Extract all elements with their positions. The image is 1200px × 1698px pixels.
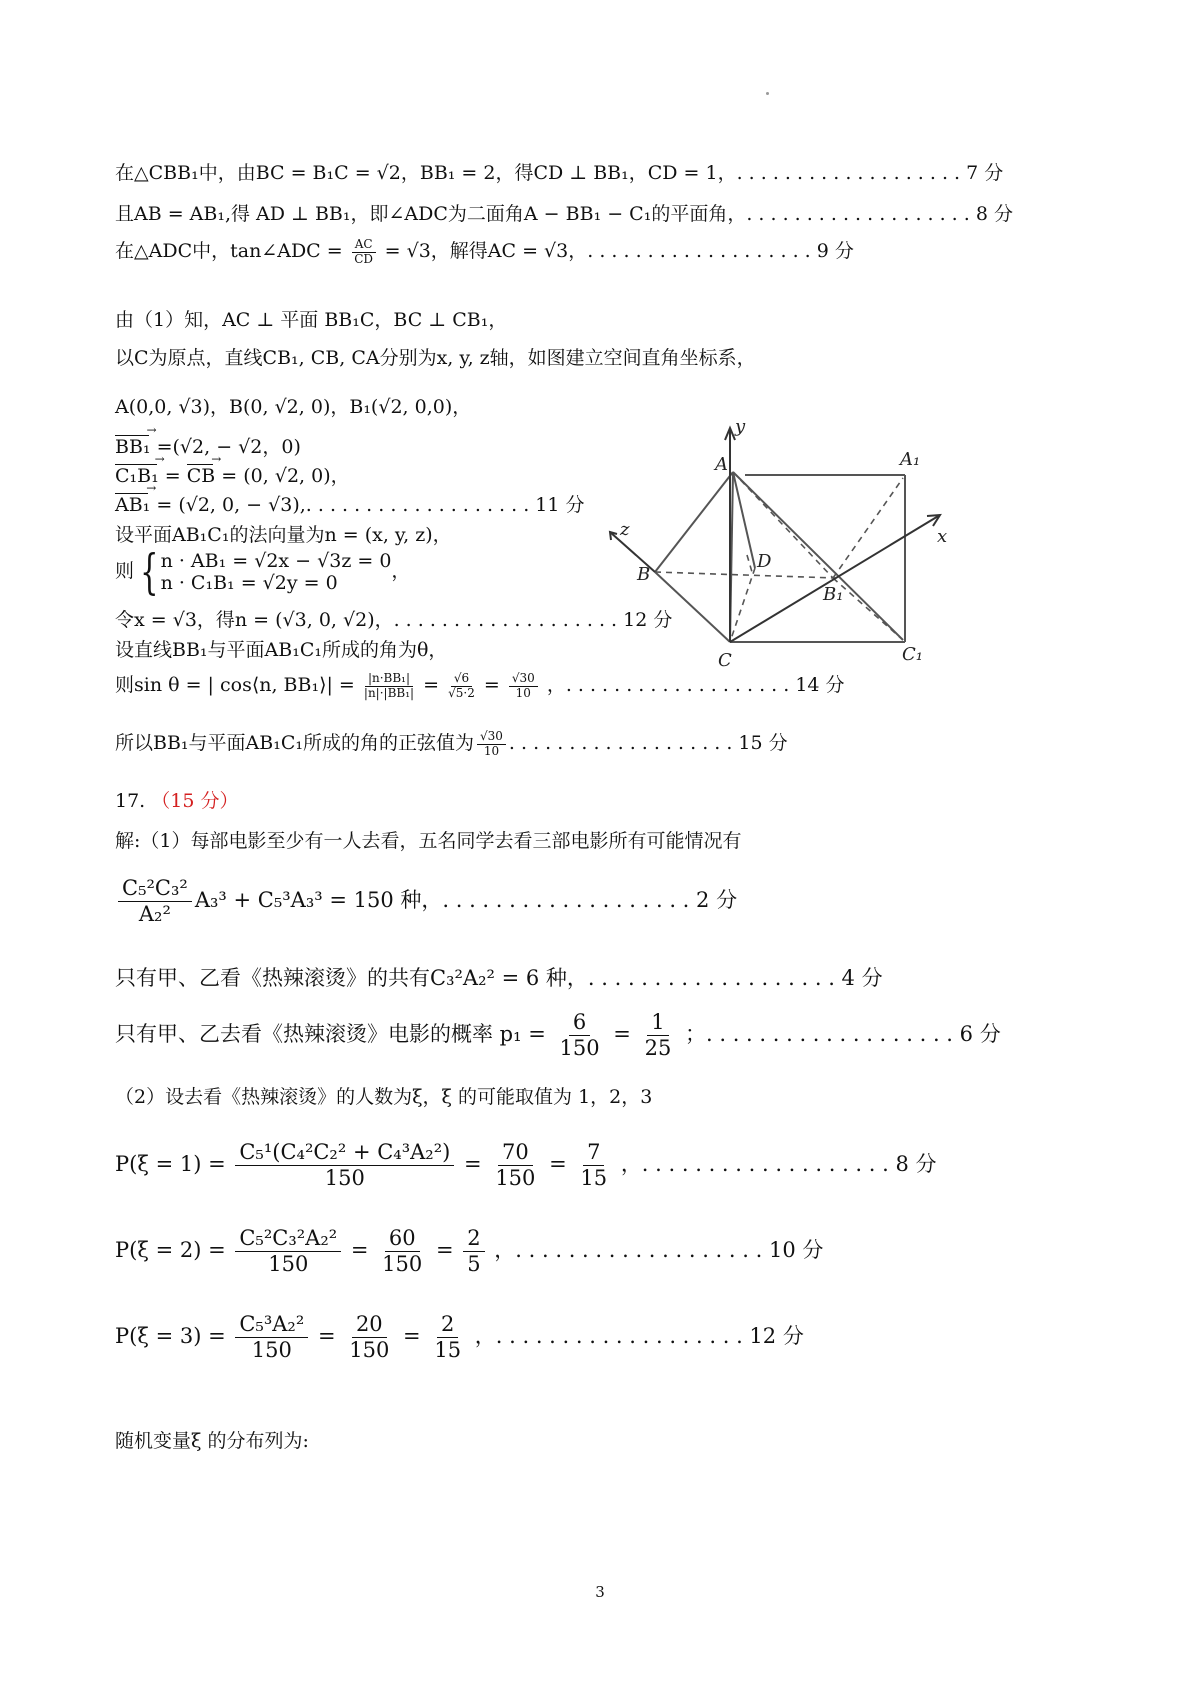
label-c1: C₁ — [902, 644, 923, 665]
solution-line-2-end: A₃³ + C₅³A₃³ = 150 种，. . . . . . . . . . . . . . . . . . . 2 分 — [194, 888, 738, 913]
line-3-start: 在△ADC中，tan∠ADC = — [115, 240, 343, 262]
solution-line-5: （2）设去看《热辣滚烫》的人数为ξ，ξ 的可能取值为 1，2，3 — [115, 1086, 653, 1108]
fraction-sin-1: $\frac{\text{|n·BB₁|}}{\text{|n|·|BB₁|}}$ — [363, 671, 415, 700]
label-a1: A₁ — [900, 449, 921, 470]
fraction-xi2-c: $\frac{2}{5}$ — [463, 1226, 484, 1277]
probability-xi-2-label: P(ξ = 2) = — [115, 1238, 226, 1263]
vector-cb: CB → — [187, 465, 216, 487]
probability-xi-2-end: ，. . . . . . . . . . . . . . . . . . . 10 分 — [494, 1238, 824, 1263]
top-dot — [766, 92, 769, 95]
line-14-start: 则sin θ = | cos⟨n, BB₁⟩| = — [115, 674, 355, 696]
fraction-xi3-a: $\frac{\text{C₅³A₂²}}{150}$ — [235, 1312, 308, 1363]
solution-line-4-start: 只有甲、乙去看《热辣滚烫》电影的概率 p₁ = — [115, 1022, 546, 1047]
distribution-heading: 随机变量ξ 的分布列为: — [115, 1430, 309, 1452]
line-6: A(0,0, √3)，B(0, √2, 0)，B₁(√2, 0,0)， — [115, 396, 472, 418]
system-row-2: n · C₁B₁ = √2y = 0 — [160, 572, 338, 594]
fraction-sin-3: $\frac{√30}{10}$ — [509, 672, 538, 699]
equals-sign: = — [549, 1152, 567, 1177]
dashed-b-b1 — [655, 572, 835, 578]
fraction-count: $\frac{\text{C₅²C₃²}}{\text{A₂²}}$ — [118, 876, 192, 927]
line-15-end: . . . . . . . . . . . . . . . . . . . 15 分 — [508, 732, 788, 754]
line-11-system — [115, 544, 411, 600]
vector-c1b1: C₁B₁ → — [115, 465, 159, 487]
line-11-prefix: 则 — [115, 560, 135, 582]
line-11-suffix: ， — [391, 560, 411, 582]
dashed-b1-c1 — [833, 578, 903, 640]
line-9-value: = (√2, 0, − √3),. . . . . . . . . . . . . . . . . . . 11 分 — [156, 494, 585, 516]
probability-xi-3 — [115, 1312, 804, 1363]
fraction-xi3-c: $\frac{2}{15}$ — [434, 1312, 462, 1363]
fraction-xi2-b: $\frac{60}{150}$ — [382, 1226, 423, 1277]
question-number: 17. — [115, 790, 146, 812]
x-axis-arrow — [927, 515, 940, 526]
brace-symbol: { — [140, 544, 159, 600]
solution-line-4-end: ；. . . . . . . . . . . . . . . . . . . 6 分 — [685, 1022, 1001, 1047]
fraction-sin-2: $\frac{√6}{√5\cdot 2}$ — [448, 671, 475, 700]
line-15-start: 所以BB₁与平面AB₁C₁所成的角的正弦值为 — [115, 732, 474, 754]
label-c: C — [718, 650, 732, 671]
fraction-xi2-a: $\frac{\text{C₅²C₃²A₂²}}{150}$ — [235, 1226, 341, 1277]
x-axis — [730, 515, 940, 642]
equals-sign: = — [423, 674, 440, 696]
line-4: 由（1）知，AC ⊥ 平面 BB₁C，BC ⊥ CB₁， — [115, 309, 508, 331]
question-17-header — [115, 786, 238, 813]
equals-sign: = — [483, 674, 500, 696]
solution-line-2 — [115, 876, 737, 927]
label-b: B — [637, 564, 651, 585]
fraction-xi1-b: $\frac{70}{150}$ — [495, 1140, 536, 1191]
dashed-d-c — [730, 568, 755, 642]
fraction-1-25: $\frac{1}{25}$ — [644, 1010, 672, 1061]
dashed-b1-a1 — [833, 478, 903, 578]
line-1: 在△CBB₁中，由BC = B₁C = √2，BB₁ = 2，得CD ⊥ BB₁，CD = 1，. . . . . . . . . . . . . . . . . . . 7 分 — [115, 162, 1004, 184]
line-15 — [115, 728, 788, 758]
line-10: 设平面AB₁C₁的法向量为n = (x, y, z)， — [115, 524, 452, 546]
line-13: 设直线BB₁与平面AB₁C₁所成的角为θ， — [115, 639, 448, 661]
line-9 — [115, 490, 585, 517]
label-x: x — [937, 526, 948, 547]
fraction-xi3-b: $\frac{20}{150}$ — [349, 1312, 390, 1363]
fraction-xi1-a: $\frac{\text{C₅¹(C₄²C₂² + C₄³A₂²)}}{150}$ — [235, 1140, 454, 1191]
probability-xi-1-end: ，. . . . . . . . . . . . . . . . . . . 8 分 — [620, 1152, 937, 1177]
equals-sign: = — [435, 1238, 454, 1263]
line-7 — [115, 432, 301, 459]
label-d: D — [757, 551, 772, 572]
line-12: 令x = √3，得n = (√3, 0, √2)，. . . . . . . . . . . . . . . . . . . 12 分 — [115, 609, 673, 631]
equals-sign: = — [403, 1324, 421, 1349]
label-z: z — [620, 519, 630, 540]
line-2: 且AB = AB₁,得 AD ⊥ BB₁，即∠ADC为二面角A − BB₁ − C₁的平面角，. . . . . . . . . . . . . . . . . . . 8 分 — [115, 203, 1013, 225]
probability-xi-2 — [115, 1226, 823, 1277]
line-3 — [115, 236, 854, 266]
equals-sign: = — [350, 1238, 369, 1263]
label-b1: B₁ — [823, 584, 844, 605]
geometry-figure — [620, 416, 1055, 710]
solution-line-4 — [115, 1010, 1001, 1061]
edge-a-d — [733, 472, 755, 568]
line-14-end: ，. . . . . . . . . . . . . . . . . . . 14 分 — [546, 674, 845, 696]
equals-sign: = — [317, 1324, 336, 1349]
edge-a-b — [655, 472, 733, 572]
equals-sign: = — [164, 465, 181, 487]
question-points: （15 分） — [151, 790, 239, 812]
fraction-sine-final: $\frac{√30}{10}$ — [477, 730, 506, 757]
equals-sign: = — [613, 1022, 631, 1047]
solution-line-3: 只有甲、乙看《热辣滚烫》的共有C₃²A₂² = 6 种，. . . . . . . . . . . . . . . . . . . 4 分 — [115, 966, 883, 990]
edge-b-c — [655, 572, 730, 642]
system-row-1: n · AB₁ = √2x − √3z = 0 — [160, 550, 392, 572]
vector-ab1: AB₁ → — [115, 494, 150, 516]
line-7-value: =(√2, − √2，0) — [156, 436, 301, 458]
label-y: y — [735, 416, 746, 437]
solution-line-1: 解:（1）每部电影至少有一人去看，五名同学去看三部电影所有可能情况有 — [115, 830, 742, 852]
probability-xi-3-end: ，. . . . . . . . . . . . . . . . . . . 12 分 — [474, 1324, 804, 1349]
equals-sign: = — [464, 1152, 482, 1177]
fraction-xi1-c: $\frac{7}{15}$ — [580, 1140, 608, 1191]
page-number: 3 — [595, 1583, 605, 1601]
probability-xi-1-label: P(ξ = 1) = — [115, 1152, 226, 1177]
fraction-ac-cd: $\frac{AC}{CD}$ — [352, 238, 376, 265]
probability-xi-1 — [115, 1140, 937, 1191]
fraction-6-150: $\frac{6}{150}$ — [559, 1010, 600, 1061]
right-angle-mark — [747, 555, 752, 572]
line-3-end: = √3，解得AC = √3，. . . . . . . . . . . . . . . . . . . 9 分 — [384, 240, 854, 262]
line-5: 以C为原点，直线CB₁, CB, CA分别为x, y, z轴，如图建立空间直角坐标系， — [115, 347, 756, 369]
label-a: A — [715, 454, 728, 475]
vector-bb1: BB₁ → — [115, 436, 151, 458]
probability-xi-3-label: P(ξ = 3) = — [115, 1324, 226, 1349]
line-8-value: = (0, √2, 0)， — [221, 465, 350, 487]
equation-system — [161, 550, 392, 594]
